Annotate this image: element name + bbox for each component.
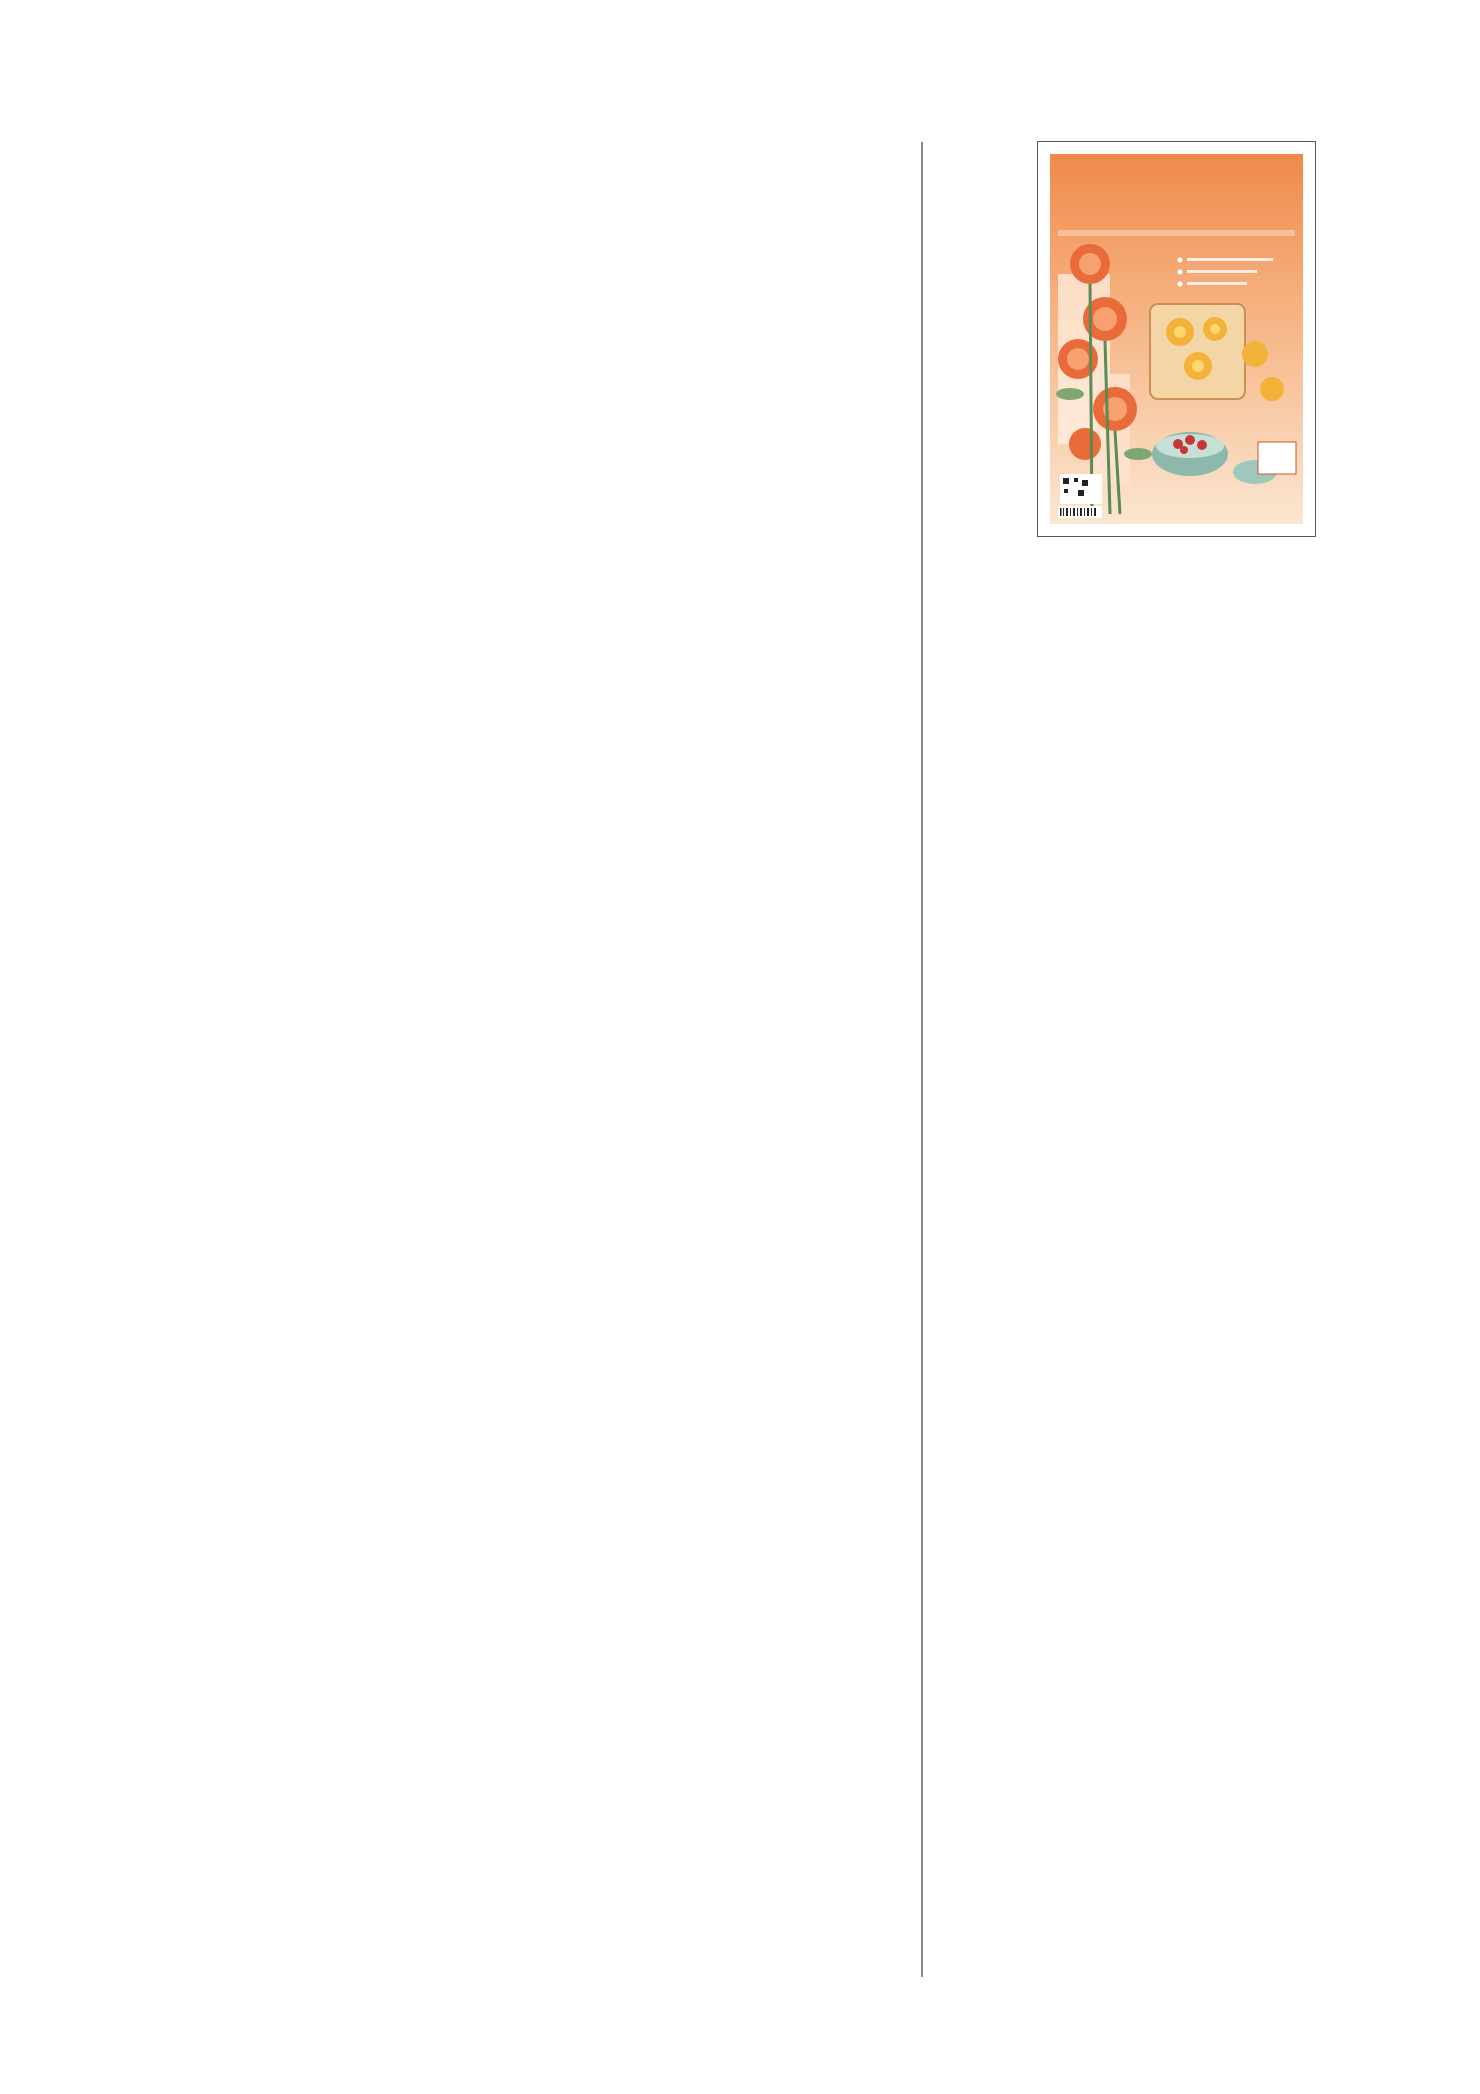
magazine-cover-thumbnail [1037, 141, 1316, 537]
cover-illustration [1050, 154, 1303, 524]
column-divider [921, 142, 923, 1977]
